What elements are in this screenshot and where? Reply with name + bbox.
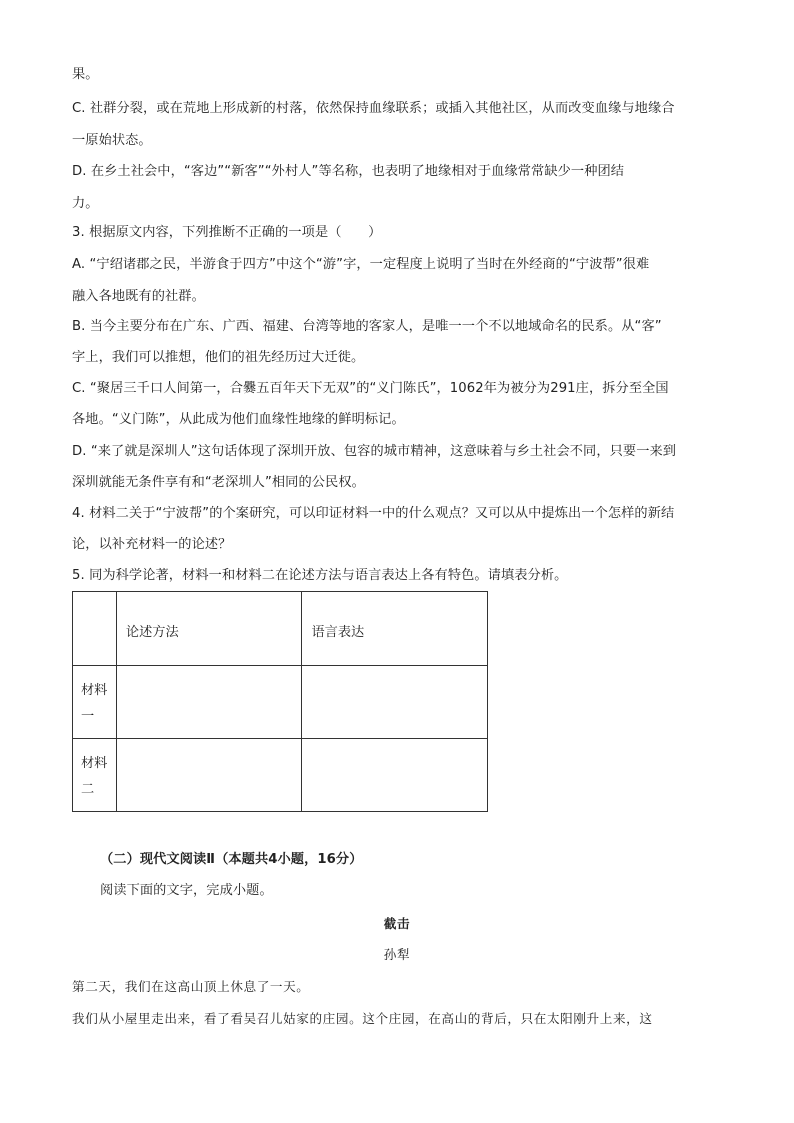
option-c-line-2: 一原始状态。 bbox=[72, 133, 152, 148]
story-paragraph-2: 我们从小屋里走出来，看了看吴召儿姑家的庄园。这个庄园，在高山的背后，只在太阳刚升上来，这 bbox=[72, 1011, 653, 1026]
table-header-row bbox=[73, 592, 488, 666]
answer-cell[interactable] bbox=[302, 739, 488, 812]
q3-option-c-line-2: 各地。“义门陈”，从此成为他们血缘性地缘的鲜明标记。 bbox=[72, 412, 405, 427]
instruction-text: 阅读下面的文字，完成小题。 bbox=[100, 883, 273, 898]
q3-option-a-line-2: 融入各地既有的社群。 bbox=[72, 289, 205, 304]
section-heading: （二）现代文阅读Ⅱ（本题共4小题，16分） bbox=[100, 852, 363, 867]
q3-option-d-line-2: 深圳就能无条件享有和“老深圳人”相同的公民权。 bbox=[72, 475, 365, 490]
option-d-line-2: 力。 bbox=[72, 196, 99, 211]
q3-option-b-line-2: 字上，我们可以推想，他们的祖先经历过大迁徙。 bbox=[72, 350, 365, 365]
row-label: 材料 一 bbox=[81, 683, 108, 724]
option-d-line-1: D. 在乡土社会中，“客边”“新客”“外村人”等名称，也表明了地缘相对于血缘常常缺少一种团结 bbox=[72, 164, 625, 179]
header-method: 论述方法 bbox=[125, 625, 179, 640]
text-line: 果。 bbox=[72, 67, 99, 82]
table-corner-cell bbox=[73, 592, 117, 666]
analysis-table bbox=[72, 591, 488, 812]
story-author: 孙犁 bbox=[383, 947, 411, 962]
question-3: 3. 根据原文内容，下列推断不正确的一项是（ ） bbox=[72, 225, 382, 240]
question-5: 5. 同为科学论著，材料一和材料二在论述方法与语言表达上各有特色。请填表分析。 bbox=[72, 568, 568, 583]
header-language: 语言表达 bbox=[311, 625, 365, 640]
q3-option-c-line-1: C. “聚居三千口人间第一，合爨五百年天下无双”的“义门陈氏”，1062年为被分为291庄，拆分至全国 bbox=[72, 381, 669, 396]
header-language-cell bbox=[302, 592, 488, 666]
table-row bbox=[73, 666, 488, 739]
answer-cell[interactable] bbox=[116, 666, 302, 739]
question-4-line-1: 4. 材料二关于“宁波帮”的个案研究，可以印证材料一中的什么观点？又可以从中提炼出一个怎样的新结 bbox=[72, 506, 675, 521]
table-row bbox=[73, 739, 488, 812]
row-label: 材料 二 bbox=[81, 756, 108, 797]
q3-option-b-line-1: B. 当今主要分布在广东、广西、福建、台湾等地的客家人，是唯一一个不以地域命名的民系。从“客” bbox=[72, 319, 662, 334]
row-label-cell bbox=[73, 666, 117, 739]
q3-option-a-line-1: A. “宁绍诸郡之民，半游食于四方”中这个“游”字，一定程度上说明了当时在外经商的“宁波帮”很难 bbox=[72, 257, 650, 272]
story-title: 截击 bbox=[383, 916, 411, 931]
story-paragraph-1: 第二天，我们在这高山顶上休息了一天。 bbox=[72, 979, 310, 994]
q3-option-d-line-1: D. “来了就是深圳人”这句话体现了深圳开放、包容的城市精神，这意味着与乡土社会不同，只要一来到 bbox=[72, 444, 677, 459]
row-label-cell bbox=[73, 739, 117, 812]
answer-cell[interactable] bbox=[116, 739, 302, 812]
option-c-line-1: C. 社群分裂，或在荒地上形成新的村落，依然保持血缘联系；或插入其他社区，从而改变血缘与地缘合 bbox=[72, 101, 675, 116]
question-4-line-2: 论，以补充材料一的论述？ bbox=[72, 537, 232, 552]
answer-cell[interactable] bbox=[302, 666, 488, 739]
header-method-cell bbox=[116, 592, 302, 666]
